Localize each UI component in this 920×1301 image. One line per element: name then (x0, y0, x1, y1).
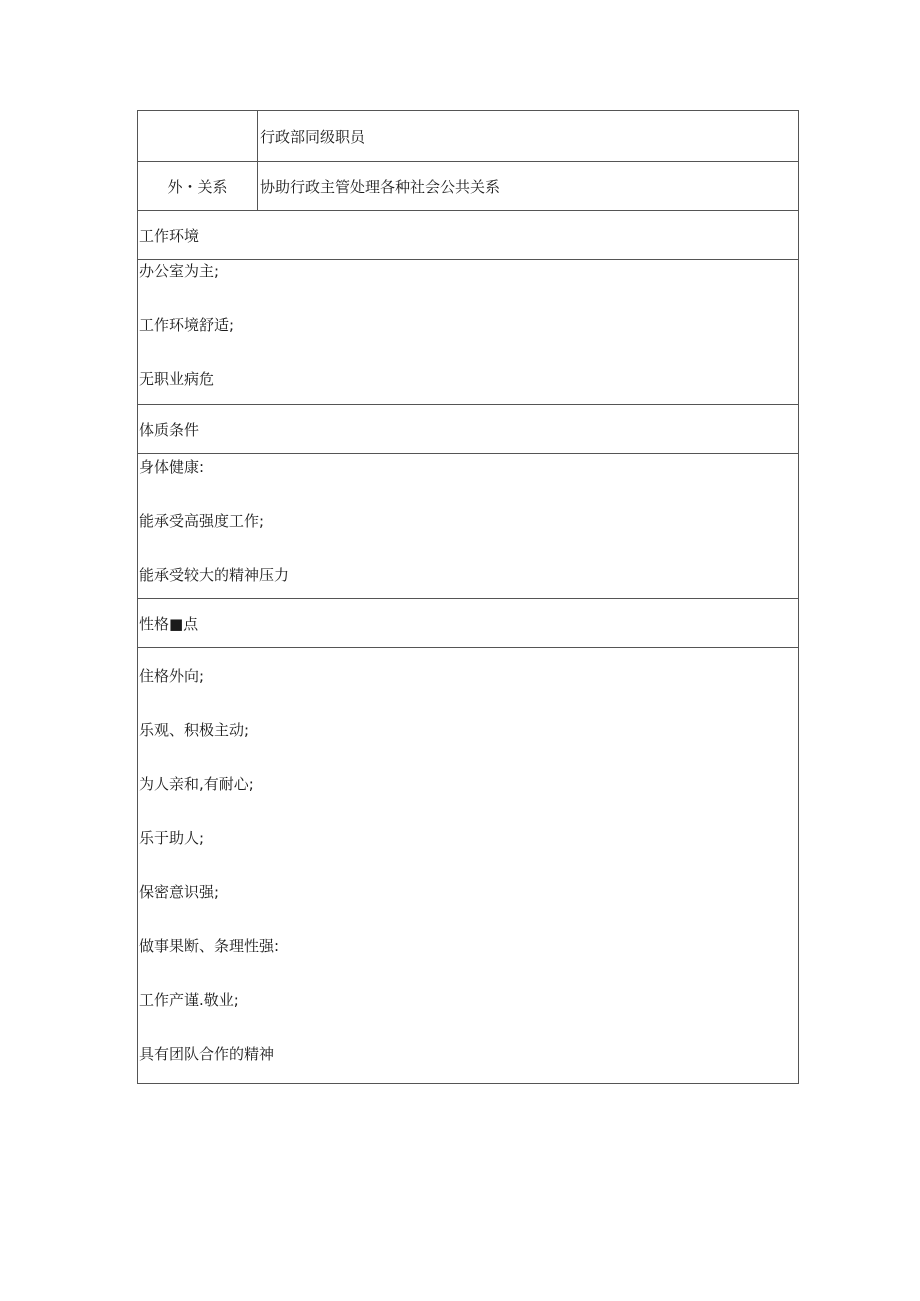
personality-section (138, 647, 798, 1083)
external-relations-value: 协助行政主管处理各种社会公共关系 (260, 177, 501, 196)
work-environment-item: 无职业病危 (139, 370, 215, 388)
personality-item: 具有团队合作的精神 (139, 1045, 275, 1063)
personality-item: 为人亲和,有耐心; (139, 775, 254, 793)
external-relations-label: 外・关系 (138, 162, 258, 210)
external-relations-row (138, 161, 798, 210)
physical-item: 能承受较大的精神压力 (139, 566, 290, 584)
physical-item: 身体健康: (139, 458, 205, 476)
physical-item: 能承受高强度工作; (139, 512, 265, 530)
internal-relations-row (138, 111, 798, 161)
personality-item: 做事果断、条理性强: (139, 937, 280, 955)
job-description-table (137, 110, 799, 1084)
work-environment-item: 办公室为主; (139, 262, 220, 280)
work-environment-item: 工作环境舒适; (139, 316, 235, 334)
physical-section (138, 453, 798, 598)
internal-relations-value: 行政部同级职员 (260, 127, 366, 146)
work-environment-section (138, 259, 798, 404)
personality-item: 乐观、积极主动; (139, 721, 250, 739)
internal-relations-label (138, 111, 258, 161)
physical-heading: 体质条件 (138, 404, 798, 453)
personality-item: 乐于助人; (139, 829, 205, 847)
personality-item: 住格外向; (139, 667, 205, 685)
personality-item: 工作产谨.敬业; (139, 991, 239, 1009)
personality-item: 保密意识强; (139, 883, 220, 901)
work-environment-heading: 工作环境 (138, 210, 798, 259)
personality-heading: 性格■点 (138, 598, 798, 647)
